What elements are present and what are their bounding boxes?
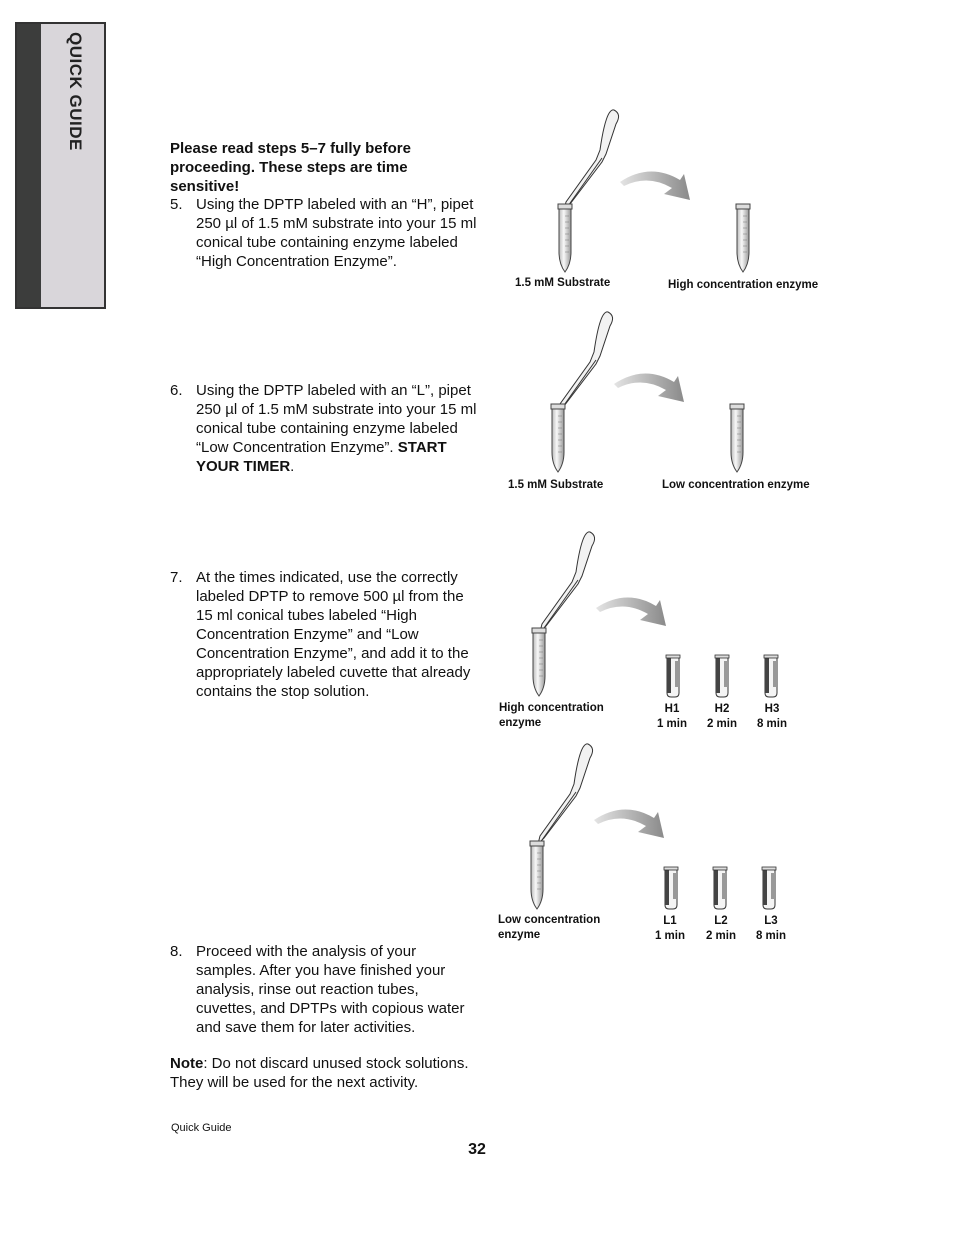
cuvette-icon [715, 655, 729, 697]
cuvette-id: H2 [714, 703, 730, 715]
cuvette-id: H3 [764, 703, 780, 715]
cuvette-time: 1 min [654, 930, 686, 942]
fig2-target-label: Low concentration enzyme [662, 479, 810, 491]
cuvette-icon [666, 655, 680, 697]
cuvette-label [651, 702, 693, 732]
step-text: At the times indicated, use the correctly labeled DPTP to remove 500 µl from the 15 ml conical tubes labeled “High Concentration Enzyme” and “Low Concentration Enzyme”, and add it to the appropriately labeled cuvette that already contains the stop solution. [196, 569, 471, 700]
step-number: 6. [170, 382, 183, 399]
cuvette-icon [764, 655, 778, 697]
cuvette-time: 1 min [656, 718, 688, 730]
step-number: 8. [170, 943, 183, 960]
label-line: High concentration [499, 702, 604, 714]
label-line: enzyme [499, 717, 542, 729]
transfer-arrow-icon [596, 597, 666, 626]
fig2-source-label: 1.5 mM Substrate [508, 479, 604, 491]
enzyme-tube-icon [730, 404, 744, 472]
step-number: 5. [170, 196, 183, 213]
step-text: Proceed with the analysis of your samples. After you have finished your analysis, rinse out reaction tubes, cuvettes, and DPTPs with copious water and save them for later activities. [196, 943, 465, 1036]
pipette-icon [558, 312, 613, 412]
pipette-icon [540, 532, 595, 632]
cuvette-label [751, 702, 793, 732]
enzyme-tube-icon [532, 628, 546, 696]
cuvette-label [701, 702, 743, 732]
cuvette-icon [713, 867, 727, 909]
transfer-arrow-icon [614, 373, 684, 402]
cuvette-time: 2 min [706, 718, 738, 730]
note-label: Note [170, 1055, 204, 1072]
intro-warning: Please read steps 5–7 fully before proceeding. These steps are time sensitive! [170, 140, 411, 195]
enzyme-tube-icon [530, 841, 544, 909]
cuvette-icon [664, 867, 678, 909]
substrate-tube-icon [551, 404, 565, 472]
label-line: Low concentration [498, 914, 601, 926]
step-text: Using the DPTP labeled with an “L”, pipet 250 µl of 1.5 mM substrate into your 15 ml conical tube containing enzyme labeled “Low Concentration Enzyme”. [196, 382, 477, 456]
cuvette-time: 8 min [755, 930, 787, 942]
transfer-arrow-icon [594, 809, 664, 838]
cuvette-time: 2 min [705, 930, 737, 942]
cuvette-id: L2 [714, 915, 728, 927]
fig4-source-label [498, 913, 600, 943]
note-text: : Do not discard unused stock solutions. They will be used for the next activity. [170, 1055, 469, 1091]
tab-label: QUICK GUIDE [66, 32, 85, 151]
enzyme-tube-icon [736, 204, 750, 272]
page-number: 32 [468, 1141, 486, 1158]
cuvette-id: L3 [764, 915, 778, 927]
cuvette-id: L1 [663, 915, 677, 927]
pipette-icon [564, 110, 619, 210]
cuvette-time: 8 min [756, 718, 788, 730]
cuvette-id: H1 [664, 703, 680, 715]
step-text-tail: . [290, 458, 295, 475]
step-text: Using the DPTP labeled with an “H”, pipet 250 µl of 1.5 mM substrate into your 15 ml conical tube containing enzyme labeled “High Concentration Enzyme”. [196, 196, 477, 270]
cuvette-label [750, 914, 792, 944]
cuvette-icon [762, 867, 776, 909]
footer-label: Quick Guide [171, 1122, 232, 1134]
fig1-source-label: 1.5 mM Substrate [515, 277, 611, 289]
label-line: enzyme [498, 929, 541, 941]
fig1-target-label: High concentration enzyme [668, 279, 819, 291]
fig3-source-label [499, 701, 604, 731]
cuvette-label [700, 914, 742, 944]
substrate-tube-icon [558, 204, 572, 272]
transfer-arrow-icon [620, 171, 690, 200]
pipette-icon [538, 744, 593, 844]
timer-emphasis: START YOUR TIMER [196, 439, 447, 475]
step-number: 7. [170, 569, 183, 586]
cuvette-label [649, 914, 691, 944]
